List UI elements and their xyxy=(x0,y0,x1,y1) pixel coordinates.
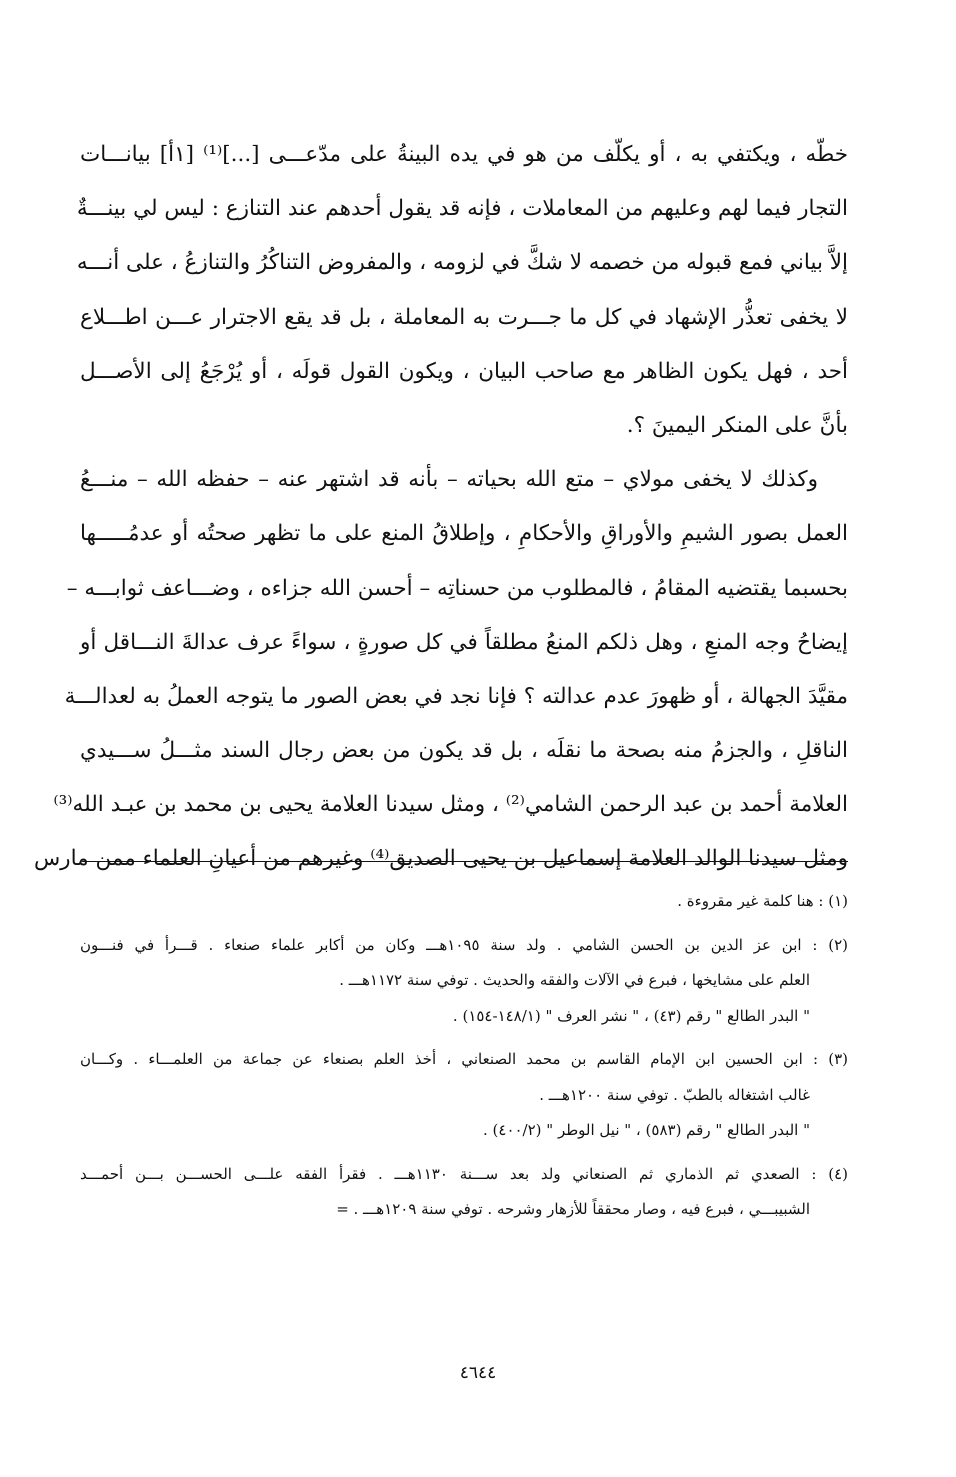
footnote-line: (٤) : الصعدي ثم الذماري ثم الصنعاني ولد بعد ســـنة ١١٣٠هـــ . فقرأ الفقه علـــى الحســـن بـــن أحمـــد xyxy=(80,1164,848,1183)
footnote-line: (١) : هنا كلمة غير مقروءة . xyxy=(677,892,848,910)
paragraph xyxy=(33,453,848,887)
footnote-1 xyxy=(80,884,848,920)
text-line: الناقلِ ، والجزمُ منه بصحة ما نقلَه ، بل قد يكون من بعض رجال السند مثـــلُ ســـيدي xyxy=(80,738,848,764)
text-line: إلاَّ بياني فمع قبوله من خصمه لا شكَّ في لزومه ، والمفروض التناكُرُ والتنازعُ ، على أنـــه xyxy=(76,250,848,276)
footnote-2 xyxy=(80,928,848,1035)
text-line: العلامة أحمد بن عبد الرحمن الشامي⁽²⁾ ، ومثل سيدنا العلامة يحيى بن محمد بن عبـد الله⁽³⁾ xyxy=(53,792,848,818)
footnote-line: (٢) : ابن عز الدين بن الحسن الشامي . ولد سنة ١٠٩٥هـــ وكان من أكابر علماء صنعاء . قـــرأ في فنـــون xyxy=(80,935,848,954)
text-line: التجار فيما لهم وعليهم من المعاملات ، فإنه قد يقول أحدهم عند التنازع : ليس لي بينـــةٌ xyxy=(76,196,848,222)
text-line: مقيَّدَ الجهالة ، أو ظهورَ عدم عدالته ؟ فإنا نجد في بعض الصور ما يتوجه العملُ به لعدالـــة xyxy=(64,683,848,709)
footnotes xyxy=(80,884,848,1228)
footnote-3 xyxy=(80,1042,848,1149)
text-line: خطّه ، ويكتفي به ، أو يكلّف من هو في يده البينةُ على مدّعـــى [...]⁽¹⁾ [١أ] بيانـــات xyxy=(80,142,848,167)
text-line: وكذلك لا يخفى مولاي – متع الله بحياته – بأنه قد اشتهر عنه – حفظه الله – منـــعُ xyxy=(80,467,818,493)
footnote-line: الشبيبـــي ، فبرع فيه ، وصار محققاً للأزهار وشرحه . توفي سنة ١٢٠٩هـــ . = xyxy=(336,1200,810,1218)
paragraph xyxy=(76,128,848,453)
footnote-line: غالب اشتغاله بالطبّ . توفي سنة ١٢٠٠هـــ . xyxy=(539,1085,810,1104)
text-line: ومثل سيدنا الوالد العلامة إسماعيل بن يحيى الصديق⁽⁴⁾ وغيرهم من أعيانِ العلماء ممن مارس xyxy=(33,846,848,872)
text-line: إيضاحُ وجه المنعِ ، وهل ذلكم المنعُ مطلقاً في كل صورةٍ ، سواءً عرف عدالةَ النـــاقل أو xyxy=(80,629,848,655)
main-text xyxy=(33,128,848,887)
page-number: ٤٦٤٤ xyxy=(459,1363,497,1383)
footnote-source: " البدر الطالع " رقم (٤٣) ، " نشر العرف " (١٤٨/١-١٥٤) . xyxy=(452,1006,810,1025)
text-line: أحد ، فهل يكون الظاهر مع صاحب البيان ، ويكون القول قولَه ، أو يُرْجَعُ إلى الأصـــل xyxy=(80,358,848,384)
footnote-4 xyxy=(80,1157,848,1228)
footnote-line: العلم على مشايخها ، فبرع في الآلات والفقه والحديث . توفي سنة ١١٧٢هـــ . xyxy=(339,971,810,989)
text-line: بأنَّ على المنكر اليمينَ ؟. xyxy=(626,412,848,438)
footnote-separator xyxy=(82,861,848,862)
text-line: لا يخفى تعذُّر الإشهاد في كل ما جـــرت به المعاملة ، بل قد يقع الاجترار عـــن اطـــلاع xyxy=(80,304,848,330)
text-line: بحسبما يقتضيه المقامُ ، فالمطلوب من حسناتِه – أحسن الله جزاءه ، وضـــاعف ثوابـــه – xyxy=(66,575,848,601)
text-line: العمل بصور الشيمِ والأوراقِ والأحكامِ ، وإطلاقُ المنع على ما تظهر صحتُه أو عدمُـــــها xyxy=(80,521,848,547)
footnote-source: " البدر الطالع " رقم (٥٨٣) ، " نيل الوطر " (٤٠٠/٢) . xyxy=(483,1121,810,1139)
footnote-line: (٣) : ابن الحسين ابن الإمام القاسم بن محمد الصنعاني ، أخذ العلم بصنعاء عن جماعة من العلمـــاء . وكـــان xyxy=(80,1050,848,1068)
